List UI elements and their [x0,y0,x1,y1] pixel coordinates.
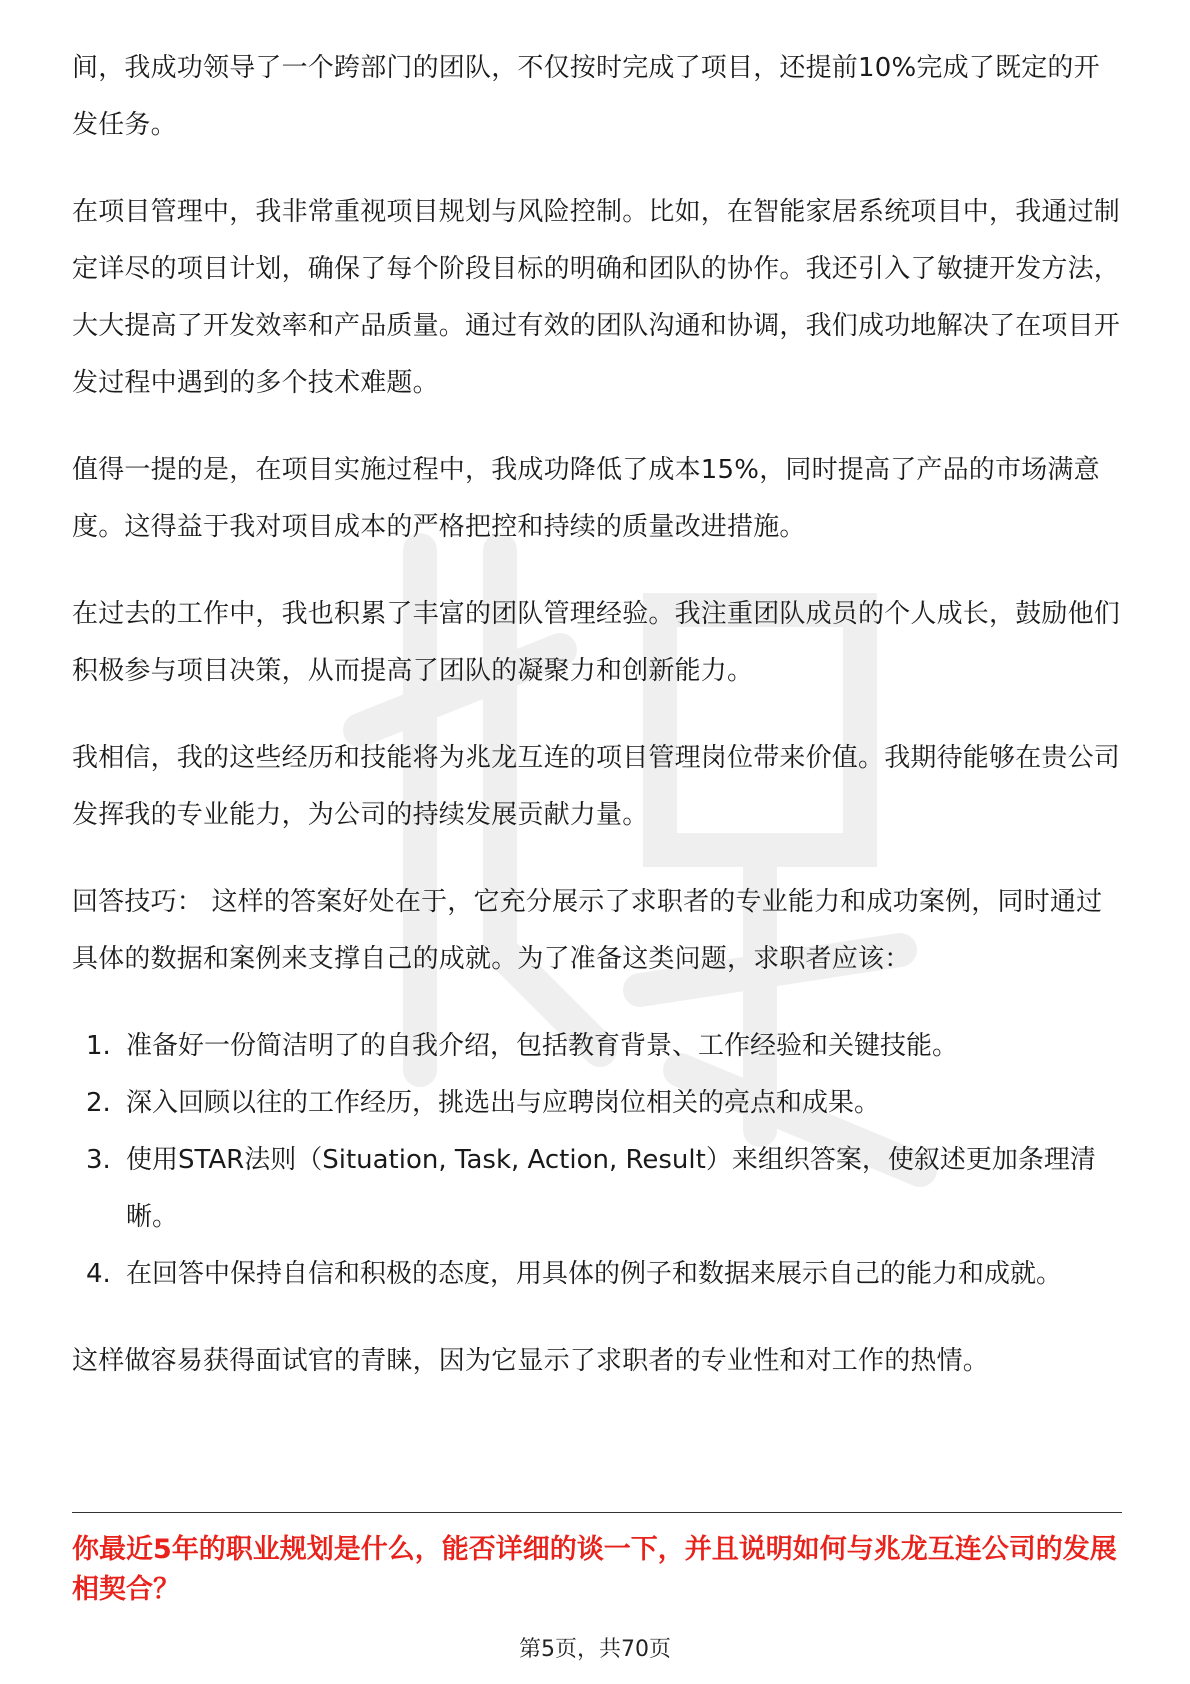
paragraph-answer-tips: 回答技巧： 这样的答案好处在于，它充分展示了求职者的专业能力和成功案例，同时通过具体的数据和案例来支撑自己的成就。为了准备这类问题，求职者应该： [72,887,1103,974]
list-item-number: 4. [86,1259,111,1289]
paragraph-team-management: 在过去的工作中，我也积累了丰富的团队管理经验。我注重团队成员的个人成长，鼓励他们积极参与项目决策，从而提高了团队的凝聚力和创新能力。 [72,599,1121,686]
list-item-number: 3. [86,1145,111,1175]
list-item-number: 1. [86,1031,111,1061]
paragraph-closing: 这样做容易获得面试官的青睐，因为它显示了求职者的专业性和对工作的热情。 [72,1346,990,1376]
document-body [72,40,1122,1420]
list-item [72,1018,1122,1075]
list-item [72,1132,1122,1246]
paragraph-leadership: 间，我成功领导了一个跨部门的团队，不仅按时完成了项目，还提前10%完成了既定的开发任务。 [72,53,1100,140]
list-item-text: 深入回顾以往的工作经历，挑选出与应聘岗位相关的亮点和成果。 [126,1088,881,1118]
list-item [72,1075,1122,1132]
paragraph-project-management: 在项目管理中，我非常重视项目规划与风险控制。比如，在智能家居系统项目中，我通过制定详尽的项目计划，确保了每个阶段目标的明确和团队的协作。我还引入了敏捷开发方法，大大提高了开发效率和产品质量。通过有效的团队沟通和协调，我们成功地解决了在项目开发过程中遇到的多个技术难题。 [72,197,1121,398]
list-item [72,1246,1122,1303]
list-item-text: 使用STAR法则（Situation, Task, Action, Result）来组织答案，使叙述更加条理清晰。 [126,1145,1096,1232]
paragraph-cost-reduction: 值得一提的是，在项目实施过程中，我成功降低了成本15%，同时提高了产品的市场满意度。这得益于我对项目成本的严格把控和持续的质量改进措施。 [72,455,1100,542]
list-item-text: 在回答中保持自信和积极的态度，用具体的例子和数据来展示自己的能力和成就。 [126,1259,1063,1289]
section-divider [72,1512,1122,1513]
page-footer: 第5页，共70页 [519,1637,671,1662]
paragraph-value-statement: 我相信，我的这些经历和技能将为兆龙互连的项目管理岗位带来价值。我期待能够在贵公司发挥我的专业能力，为公司的持续发展贡献力量。 [72,743,1121,830]
list-item-text: 准备好一份简洁明了的自我介绍，包括教育背景、工作经验和关键技能。 [126,1031,959,1061]
next-question-heading: 你最近5年的职业规划是什么，能否详细的谈一下，并且说明如何与兆龙互连公司的发展相契合？ [72,1534,1117,1605]
list-item-number: 2. [86,1088,111,1118]
tips-list [72,1018,1122,1303]
